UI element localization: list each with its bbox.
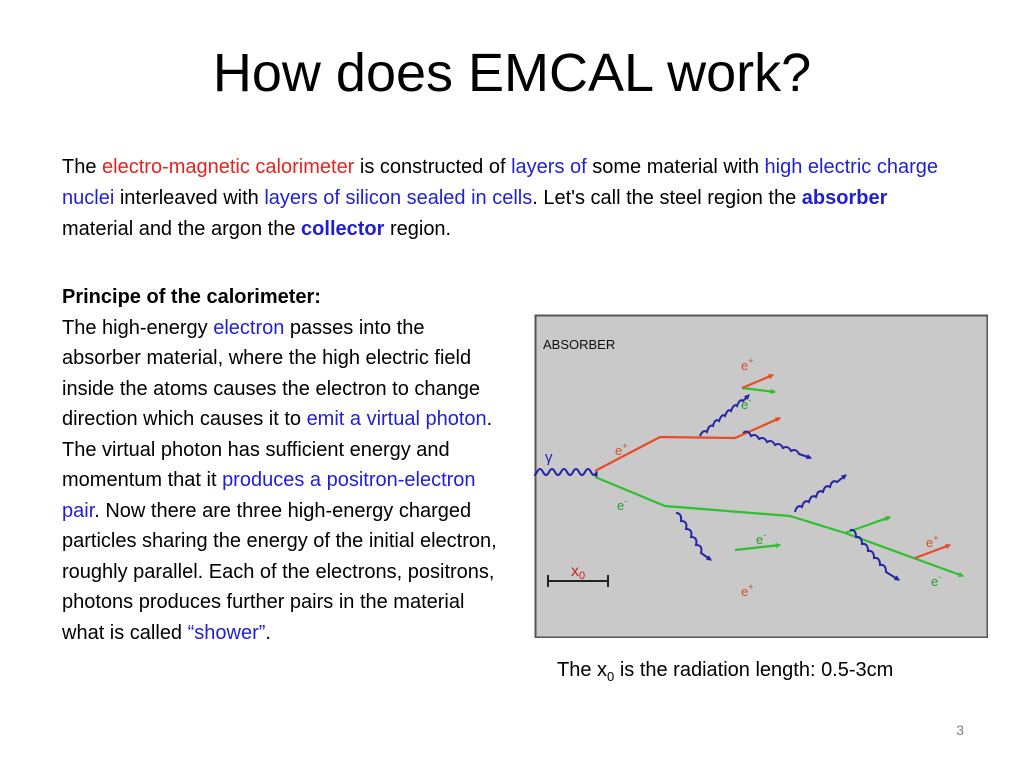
principle-block <box>62 282 507 648</box>
intro-text: interleaved with <box>114 187 265 209</box>
figure-caption <box>557 656 893 691</box>
electron-label-e: e <box>931 574 939 589</box>
principle-paragraph <box>62 313 507 649</box>
principle-highlight-pair: produces a positron-electron pair <box>62 469 476 522</box>
absorber-label: ABSORBER <box>543 337 616 352</box>
x0-label-sub: 0 <box>579 570 586 582</box>
intro-highlight-emc: electro-magnetic calorimeter <box>102 156 355 178</box>
electron-label-e: e <box>756 532 764 547</box>
principle-text: . The virtual photon has sufficient energy and momentum that it <box>62 408 493 491</box>
caption-subscript: 0 <box>607 669 615 684</box>
caption-text: The x <box>557 659 608 681</box>
intro-highlight-absorber: absorber <box>801 187 888 209</box>
electron-label-sign: - <box>748 395 752 405</box>
electron-label-sign: - <box>624 496 628 506</box>
intro-text: is constructed of <box>354 156 512 178</box>
intro-highlight-layers: layers of <box>511 156 587 178</box>
principle-highlight-shower: “shower” <box>187 621 266 644</box>
electron-label-sign: - <box>763 530 767 540</box>
caption-text: is the radiation length: 0.5-3cm <box>614 659 894 681</box>
principle-text: The high-energy <box>62 316 214 339</box>
electron-label-sign: - <box>938 572 942 582</box>
positron-label-sign: + <box>622 441 628 451</box>
intro-text: material and the argon the <box>62 218 302 240</box>
principle-text: passes into the absorber material, where the high electric field inside the atoms causes the electron to change direction which causes it to <box>62 316 481 430</box>
principle-text: . Now there are three high-energy charged particles sharing the energy of the initial electron, roughly parallel. Each of the electrons, positrons, photons produces further pairs in the material what is called <box>62 499 497 644</box>
intro-text: The <box>62 156 103 178</box>
intro-text: some material with <box>586 156 765 178</box>
x0-label-x: x <box>571 563 579 580</box>
absorber-background <box>536 316 988 638</box>
positron-label-e: e <box>615 443 623 458</box>
electron-label-e: e <box>617 498 625 513</box>
positron-label-sign: + <box>748 356 754 366</box>
principle-text: . <box>265 621 271 644</box>
positron-label-sign: + <box>748 582 754 592</box>
principle-highlight-photon: emit a virtual photon <box>306 408 487 430</box>
positron-label-sign: + <box>933 533 939 543</box>
positron-label-e: e <box>741 584 749 599</box>
gamma-label: γ <box>545 449 553 466</box>
positron-label-e: e <box>926 535 934 550</box>
slide-title: How does EMCAL work? <box>212 43 812 103</box>
shower-diagram <box>534 314 988 638</box>
principle-heading: Principe of the calorimeter: <box>62 286 321 308</box>
page-number: 3 <box>956 722 964 738</box>
intro-text: . Let's call the steel region the <box>532 187 802 209</box>
intro-paragraph <box>62 152 962 245</box>
positron-label-e: e <box>741 358 749 373</box>
electron-label-e: e <box>741 397 749 412</box>
intro-text: region. <box>384 218 452 240</box>
intro-highlight-silicon: layers of silicon sealed in cells <box>264 187 533 209</box>
intro-highlight-collector: collector <box>301 218 385 240</box>
principle-highlight-electron: electron <box>213 316 285 339</box>
intro-highlight-nuclei: high electric charge nuclei <box>62 156 938 209</box>
